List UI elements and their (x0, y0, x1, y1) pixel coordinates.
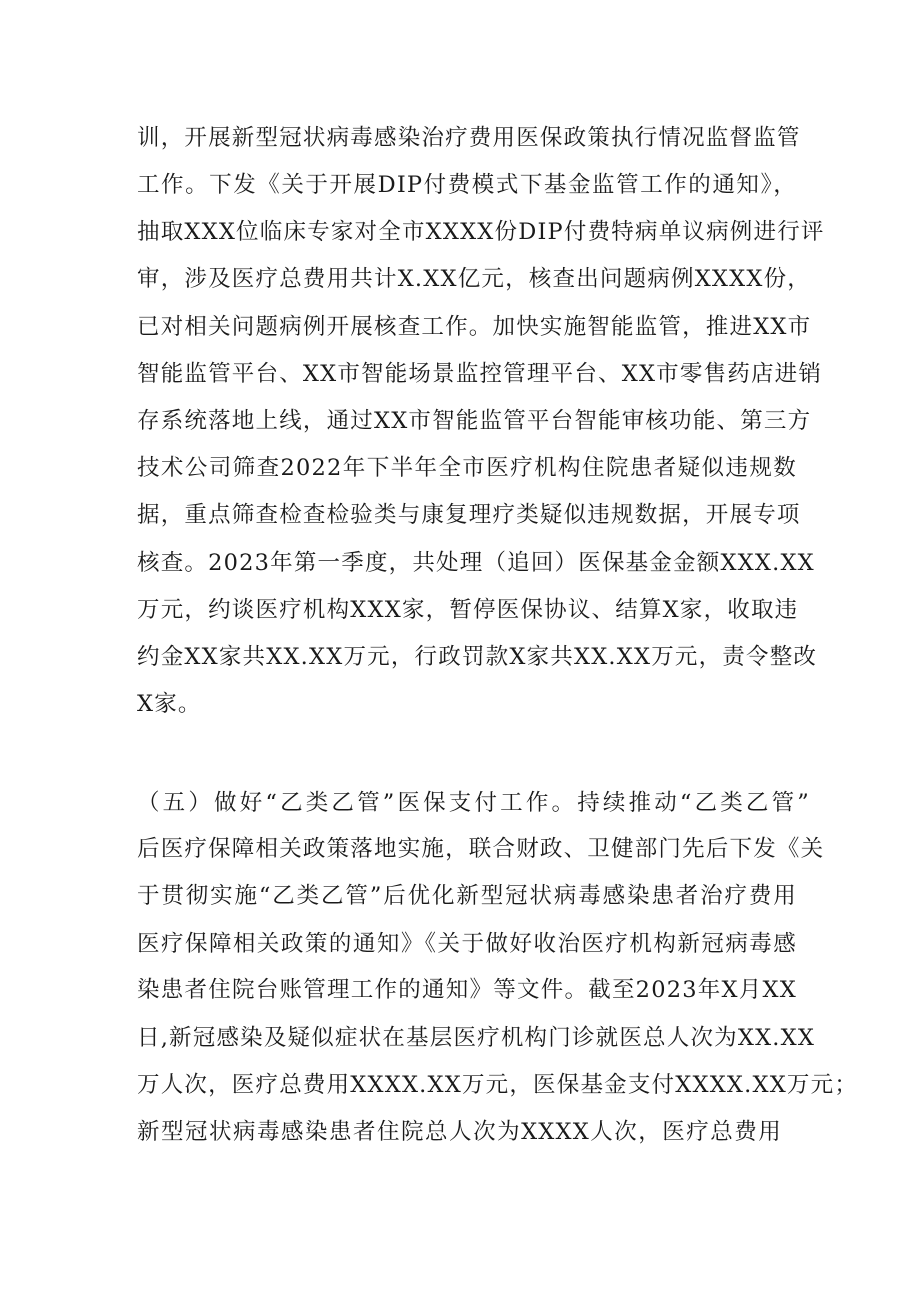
paragraph-1-line-3: 抽取XXX位临床专家对全市XXXX份DIP付费特病单议病例进行评 (137, 219, 825, 245)
paragraph-1-line-6: 智能监管平台、XX市智能场景监控管理平台、XX市零售药店进销 (137, 361, 823, 387)
paragraph-2-line-5: 染患者住院台账管理工作的通知》等文件。截至2023年X月XX (137, 977, 797, 1003)
paragraph-2-line-4: 医疗保障相关政策的通知》《关于做好收治医疗机构新冠病毒感 (137, 931, 797, 957)
paragraph-1-line-4: 审，涉及医疗总费用共计X.XX亿元，核查出问题病例XXXX份， (137, 266, 811, 292)
paragraph-1-line-13: X家。 (137, 691, 202, 717)
paragraph-1-line-9: 据，重点筛查检查检验类与康复理疗类疑似违规数据，开展专项 (137, 502, 801, 528)
paragraph-1-line-1: 训，开展新型冠状病毒感染治疗费用医保政策执行情况监督监管 (137, 125, 801, 151)
paragraph-2-line-6: 日,新冠感染及疑似症状在基层医疗机构门诊就医总人次为XX.XX (137, 1025, 816, 1051)
paragraph-1-line-2: 工作。下发《关于开展DIP付费模式下基金监管工作的通知》， (137, 172, 797, 198)
paragraph-1-line-12: 约金XX家共XX.XX万元，行政罚款X家共XX.XX万元，责令整改 (137, 644, 818, 670)
paragraph-1-line-5: 已对相关问题病例开展核查工作。加快实施智能监管，推进XX市 (137, 314, 812, 340)
paragraph-2-line-7: 万人次，医疗总费用XXXX.XX万元，医保基金支付XXXX.XX万元； (137, 1072, 859, 1098)
paragraph-1-line-7: 存系统落地上线，通过XX市智能监管平台智能审核功能、第三方 (137, 408, 812, 434)
paragraph-2-line-3: 于贯彻实施“乙类乙管”后优化新型冠状病毒感染患者治疗费用 (137, 883, 797, 909)
paragraph-2-line-2: 后医疗保障相关政策落地实施，联合财政、卫健部门先后下发《关 (137, 836, 825, 862)
paragraph-2-line-8: 新型冠状病毒感染患者住院总人次为XXXX人次，医疗总费用 (137, 1119, 782, 1145)
paragraph-1-line-8: 技术公司筛查2022年下半年全市医疗机构住院患者疑似违规数 (137, 455, 797, 481)
paragraph-1-line-10: 核查。2023年第一季度，共处理（追回）医保基金金额XXX.XX (137, 550, 815, 576)
paragraph-1-line-11: 万元，约谈医疗机构XXX家，暂停医保协议、结算X家，收取违 (137, 597, 799, 623)
paragraph-2-line-1: （五）做好“乙类乙管”医保支付工作。持续推动“乙类乙管” (137, 790, 810, 816)
